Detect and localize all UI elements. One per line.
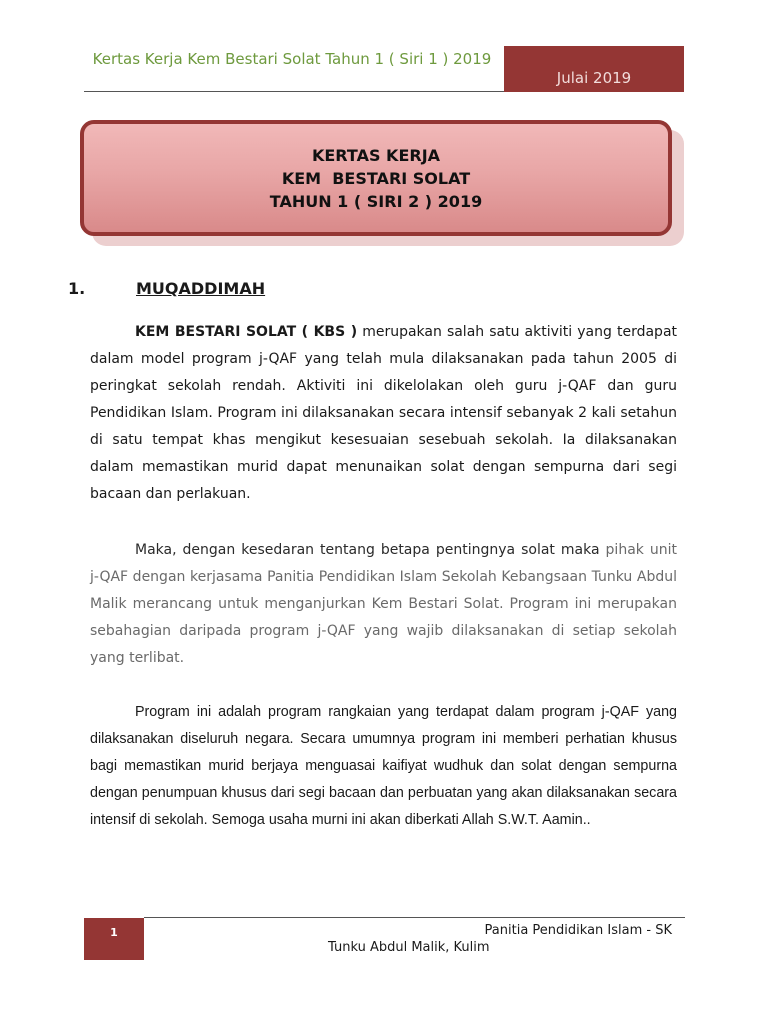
section-title: MUQADDIMAH (136, 279, 266, 298)
header-divider (84, 91, 504, 92)
paragraph-2-part-a: Maka, dengan kesedaran tentang betapa pentingnya solat maka (135, 542, 606, 558)
section-number: 1. (68, 279, 86, 298)
header-date: Julai 2019 (556, 69, 632, 87)
header-date-box (504, 46, 684, 92)
paragraph-1-text: merupakan salah satu aktiviti yang terdapat dalam model program j-QAF yang telah mula dilaksanakan pada tahun 2005 di peringkat sekolah rendah. Aktiviti ini dikelolakan oleh guru j-QAF dan guru Pendidikan Islam. Program ini dilaksanakan secara intensif sebanyak 2 kali setahun di satu tempat khas mengikut kesesuaian sesebuah sekolah. Ia dilaksanakan dalam memastikan murid dapat menunaikan solat dengan sempurna dari segi bacaan dan perlakuan. (90, 324, 678, 502)
title-line-2: KEM BESTARI SOLAT (281, 168, 471, 188)
footer-line-1: Panitia Pendidikan Islam - SK (484, 923, 672, 938)
footer-line-2: Tunku Abdul Malik, Kulim (328, 940, 490, 955)
title-line-1: KERTAS KERJA (311, 145, 441, 165)
footer-text (300, 922, 672, 956)
paragraph-1 (90, 319, 677, 508)
paragraph-2 (90, 537, 677, 672)
footer-page-number: 1 (84, 918, 144, 960)
paragraph-2-part-b: pihak unit j-QAF dengan kerjasama Panitia Pendidikan Islam Sekolah Kebangsaan Tunku Abdul Malik merancang untuk menganjurkan Kem Bestari Solat. Program ini merupakan sebahagian daripada program j-QAF yang wajib dilaksanakan di setiap sekolah yang terlibat. (90, 542, 677, 666)
paragraph-1-bold: KEM BESTARI SOLAT ( KBS ) (135, 324, 358, 340)
footer-divider (144, 917, 685, 918)
paragraph-3 (90, 699, 677, 834)
header-document-title: Kertas Kerja Kem Bestari Solat Tahun 1 ( Siri 1 ) 2019 (92, 50, 492, 68)
title-line-3: TAHUN 1 ( SIRI 2 ) 2019 (269, 191, 483, 211)
paragraph-3-text: Program ini adalah program rangkaian yang terdapat dalam program j-QAF yang dilaksanakan diseluruh negara. Secara umumnya program ini memberi perhatian khusus bagi memastikan murid berjaya menguasai kaifiyat wudhuk dan solat dengan sempurna dengan penumpuan khusus dari segi bacaan dan perbuatan yang akan dilaksanakan secara intensif di sekolah. Semoga usaha murni ini akan diberkati Allah S.W.T. Aamin.. (90, 704, 677, 828)
title-box (80, 120, 672, 236)
